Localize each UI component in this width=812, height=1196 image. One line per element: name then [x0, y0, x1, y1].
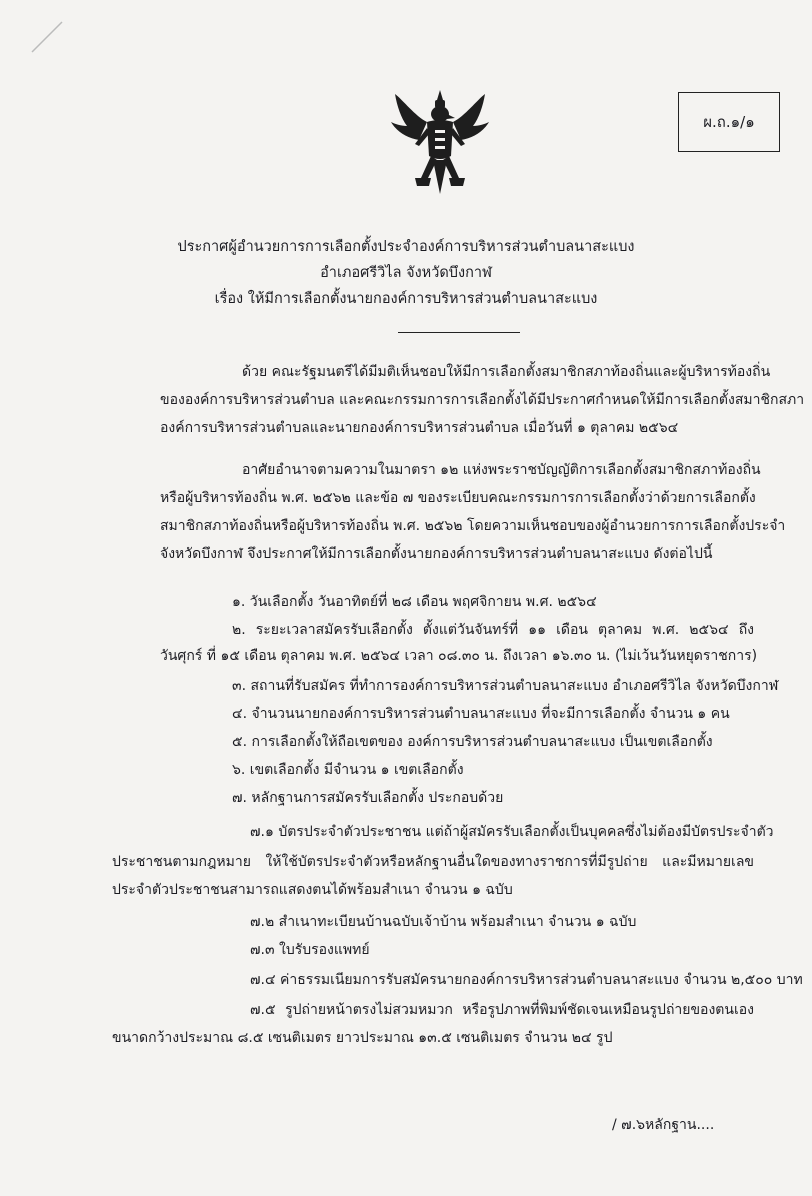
item-4: ๔. จำนวนนายกองค์การบริหารส่วนตำบลนาสะแบง ที่จะมีการเลือกตั้ง จำนวน ๑ คน [232, 706, 730, 722]
para1-line-2: ขององค์การบริหารส่วนตำบล และคณะกรรมการการเลือกตั้งได้มีประกาศกำหนดให้มีการเลือกตั้งสมาชิกสภา [160, 392, 805, 408]
title-line-2: อำเภอศรีวิไล จังหวัดบึงกาฬ [320, 265, 492, 281]
item-7-2: ๗.๒ สำเนาทะเบียนบ้านฉบับเจ้าบ้าน พร้อมสำเนา จำนวน ๑ ฉบับ [250, 914, 637, 930]
item-1: ๑. วันเลือกตั้ง วันอาทิตย์ที่ ๒๘ เดือน พฤศจิกายน พ.ศ. ๒๕๖๔ [232, 594, 597, 610]
garuda-emblem-icon [385, 86, 495, 198]
item-2-line-2: วันศุกร์ ที่ ๑๕ เดือน ตุลาคม พ.ศ. ๒๕๖๔ เวลา ๐๘.๓๐ น. ถึงเวลา ๑๖.๓๐ น. (ไม่เว้นวันหยุดราชการ) [160, 648, 758, 664]
item-7-1-line-1: ๗.๑ บัตรประจำตัวประชาชน แต่ถ้าผู้สมัครรับเลือกตั้งเป็นบุคคลซึ่งไม่ต้องมีบัตรประจำตัว [250, 824, 774, 840]
item-7-1-line-2: ประชาชนตามกฎหมาย ให้ใช้บัตรประจำตัวหรือหลักฐานอื่นใดของทางราชการที่มีรูปถ่าย และมีหมายเลข [112, 854, 754, 870]
item-7-4: ๗.๔ ค่าธรรมเนียมการรับสมัครนายกองค์การบริหารส่วนตำบลนาสะแบง จำนวน ๒,๕๐๐ บาท [250, 972, 803, 988]
item-5: ๕. การเลือกตั้งให้ถือเขตของ องค์การบริหารส่วนตำบลนาสะแบง เป็นเขตเลือกตั้ง [232, 734, 713, 750]
scan-mark [30, 20, 64, 54]
title-divider [398, 332, 520, 333]
para2-line-3: สมาชิกสภาท้องถิ่นหรือผู้บริหารท้องถิ่น พ.ศ. ๒๕๖๒ โดยความเห็นชอบของผู้อำนวยการการเลือกตั้งประจำ [160, 518, 786, 534]
item-7-5-line-1: ๗.๕ รูปถ่ายหน้าตรงไม่สวมหมวก หรือรูปภาพที่พิมพ์ชัดเจนเหมือนรูปถ่ายของตนเอง [250, 1002, 754, 1018]
para2-line-1: อาศัยอำนาจตามความในมาตรา ๑๒ แห่งพระราชบัญญัติการเลือกตั้งสมาชิกสภาท้องถิ่น [242, 462, 761, 478]
form-code-box [678, 92, 780, 152]
form-code: ผ.ถ.๑/๑ [703, 113, 755, 131]
para1-line-3: องค์การบริหารส่วนตำบลและนายกองค์การบริหารส่วนตำบล เมื่อวันที่ ๑ ตุลาคม ๒๕๖๔ [160, 420, 679, 436]
item-7-5-line-2: ขนาดกว้างประมาณ ๘.๕ เซนติเมตร ยาวประมาณ ๑๓.๕ เซนติเมตร จำนวน ๒๔ รูป [112, 1030, 613, 1046]
item-3: ๓. สถานที่รับสมัคร ที่ทำการองค์การบริหารส่วนตำบลนาสะแบง อำเภอศรีวิไล จังหวัดบึงกาฬ [232, 678, 779, 694]
title-line-3: เรื่อง ให้มีการเลือกตั้งนายกองค์การบริหารส่วนตำบลนาสะแบง [214, 291, 598, 307]
continuation-note: / ๗.๖หลักฐาน.... [612, 1117, 715, 1133]
para1-line-1: ด้วย คณะรัฐมนตรีได้มีมติเห็นชอบให้มีการเลือกตั้งสมาชิกสภาท้องถิ่นและผู้บริหารท้องถิ่น [242, 364, 771, 380]
title-line-1: ประกาศผู้อำนวยการการเลือกตั้งประจำองค์การบริหารส่วนตำบลนาสะแบง [177, 239, 635, 255]
item-6: ๖. เขตเลือกตั้ง มีจำนวน ๑ เขตเลือกตั้ง [232, 762, 464, 778]
item-2-line-1: ๒. ระยะเวลาสมัครรับเลือกตั้ง ตั้งแต่วันจันทร์ที่ ๑๑ เดือน ตุลาคม พ.ศ. ๒๕๖๔ ถึง [232, 622, 754, 638]
item-7-1-line-3: ประจำตัวประชาชนสามารถแสดงตนได้พร้อมสำเนา จำนวน ๑ ฉบับ [112, 882, 513, 898]
para2-line-2: หรือผู้บริหารท้องถิ่น พ.ศ. ๒๕๖๒ และข้อ ๗ ของระเบียบคณะกรรมการการเลือกตั้งว่าด้วยการเลือกตั้ง [160, 490, 756, 506]
para2-line-4: จังหวัดบึงกาฬ จึงประกาศให้มีการเลือกตั้งนายกองค์การบริหารส่วนตำบลนาสะแบง ดังต่อไปนี้ [160, 546, 713, 562]
item-7: ๗. หลักฐานการสมัครรับเลือกตั้ง ประกอบด้วย [232, 790, 504, 806]
announcement-title [0, 234, 812, 312]
item-7-3: ๗.๓ ใบรับรองแพทย์ [250, 942, 370, 958]
